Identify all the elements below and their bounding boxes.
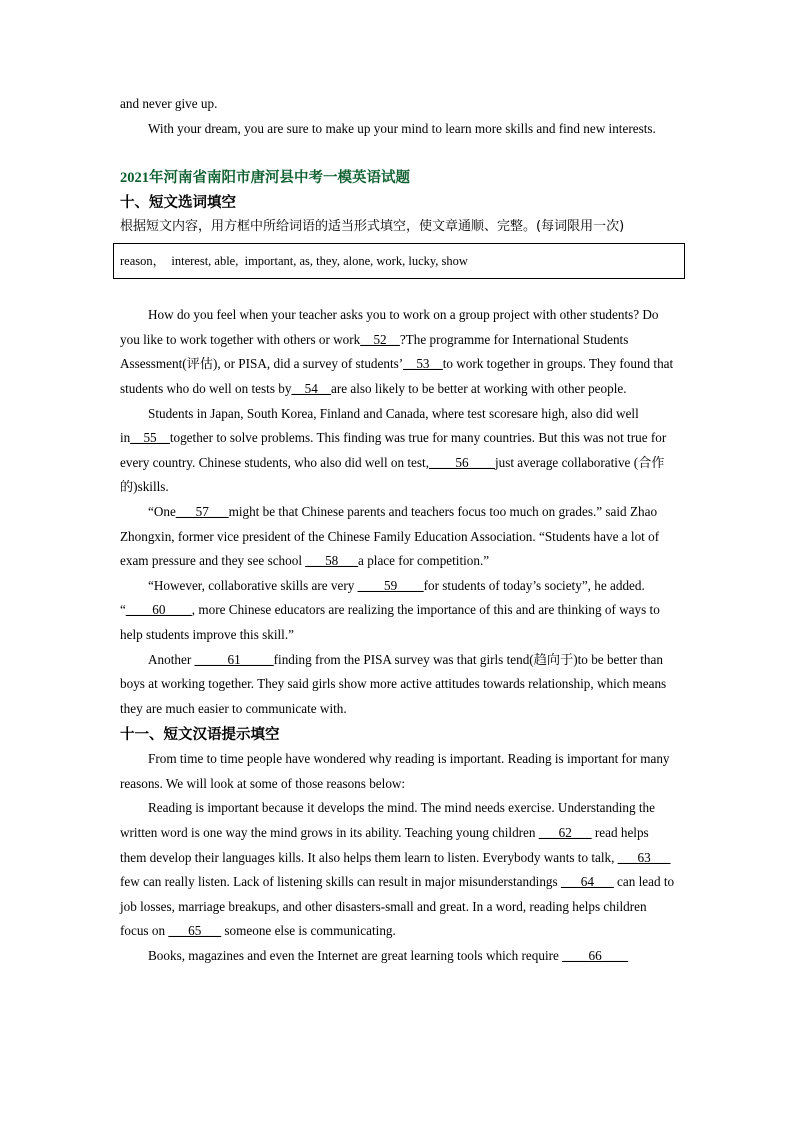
text: “However, collaborative skills are very xyxy=(148,577,355,593)
passage-paragraph xyxy=(120,500,675,574)
blank-61[interactable]: _____61_____ xyxy=(194,651,274,667)
paragraph-continued: and never give up. xyxy=(120,96,218,111)
text: might be that Chinese parents and teachers focus too much on grades.” said Zhao Zhongxin, former vice president of the Chinese Family Education Association. “Students have a lot of exam pressure and they see school xyxy=(120,503,660,569)
blank-55[interactable]: __55__ xyxy=(130,430,170,446)
exam-title: 2021年河南省南阳市唐河县中考一模英语试题 xyxy=(120,170,410,187)
word-bank-box xyxy=(113,243,685,279)
blank-56[interactable]: ____56____ xyxy=(429,454,495,470)
paragraph-dream: With your dream, you are sure to make up your mind to learn more skills and find new interests. xyxy=(148,120,656,136)
blank-62[interactable]: ___62___ xyxy=(538,825,592,841)
word-bank-text: reason， interest, able, important, as, they, alone, work, lucky, show xyxy=(120,254,468,269)
passage-paragraph: From time to time people have wondered why reading is important. Reading is important for many reasons. We will look at some of those reasons below: xyxy=(120,751,670,791)
blank-59[interactable]: ____59____ xyxy=(357,577,424,593)
text: Students in Japan, South Korea, Finland and Canada, where test scoresare high, also did well in xyxy=(120,405,639,446)
text: for students of today’s society”, he added. “ xyxy=(120,577,645,618)
text: ?The programme for International Students Assessment(评估), or PISA, did a survey of students’ xyxy=(120,331,629,372)
text: Another xyxy=(148,651,192,667)
text: Books, magazines and even the Internet are great learning tools which require xyxy=(148,948,559,964)
blank-57[interactable]: ___57___ xyxy=(175,503,229,519)
passage-paragraph xyxy=(120,402,675,500)
text: few can really listen. Lack of listening skills can result in major misunderstandings xyxy=(120,874,558,890)
text: together to solve problems. This finding was true for many countries. But this was not true for every country. Chinese students, who also did well on test, xyxy=(120,430,667,470)
passage-paragraph xyxy=(120,574,675,648)
blank-52[interactable]: __52__ xyxy=(360,331,400,347)
text: , more Chinese educators are realizing the importance of this and are thinking of ways to help students improve this skill.” xyxy=(120,602,660,642)
blank-58[interactable]: ___58___ xyxy=(305,553,359,569)
text: Reading is important because it develops the mind. The mind needs exercise. Understanding the written word is one way the mind grows in its ability. Teaching young children xyxy=(120,800,655,841)
text: How do you feel when your teacher asks you to work on a group project with other students? Do you like to work together with others or work xyxy=(120,307,659,347)
blank-64[interactable]: ___64___ xyxy=(560,874,614,890)
text: just average collaborative (合作的)skills. xyxy=(120,454,665,495)
text: are also likely to be better at working with other people. xyxy=(331,380,627,396)
text: read helps them develop their languages kills. It also helps them learn to listen. Everybody wants to talk, xyxy=(120,825,649,865)
passage-paragraph xyxy=(120,944,675,969)
text: a place for competition.” xyxy=(358,553,490,569)
section-11-heading: 十一、短文汉语提示填空 xyxy=(120,727,280,744)
blank-65[interactable]: ___65___ xyxy=(168,923,222,939)
section-10-heading: 十、短文选词填空 xyxy=(120,195,236,212)
blank-63[interactable]: ___63___ xyxy=(617,849,671,865)
text: “One xyxy=(148,503,176,519)
passage-paragraph xyxy=(120,648,675,722)
text: can lead to job losses, marriage breakups, and other disasters-small and great. In a word, reading helps children focus on xyxy=(120,874,675,939)
blank-66[interactable]: ____66____ xyxy=(562,948,629,964)
passage-paragraph xyxy=(120,796,675,944)
document-page xyxy=(120,92,675,969)
text: someone else is communicating. xyxy=(224,923,396,939)
text: finding from the PISA survey was that girls tend(趋向于)to be better than boys at working together. They said girls show more active attitudes towards relationship, which means they are much easier to communicate with. xyxy=(120,651,667,716)
passage-paragraph xyxy=(120,303,675,401)
section-10-instruction: 根据短文内容，用方框中所给词语的适当形式填空，使文章通顺、完整。(每词限用一次) xyxy=(120,219,625,235)
text: to work together in groups. They found that students who do well on tests by xyxy=(120,356,674,396)
blank-54[interactable]: __54__ xyxy=(291,380,331,396)
blank-53[interactable]: __53__ xyxy=(403,356,443,372)
blank-60[interactable]: ____60____ xyxy=(125,602,192,618)
